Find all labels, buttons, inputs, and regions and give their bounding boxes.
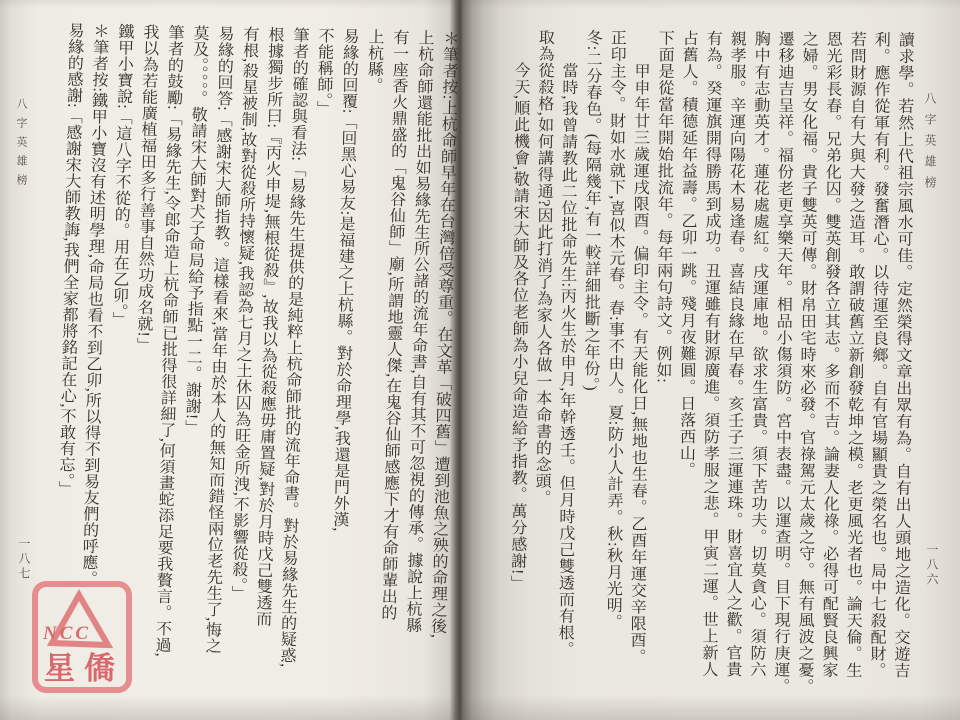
text-column: 今天,順此機會,敬請宋大師及各位老師為小兒命造給予指教。萬分感謝!」: [508, 28, 530, 592]
right-page-number: 一八六: [925, 543, 939, 588]
text-column: 有一座香火鼎盛的「鬼谷仙師」廟,所謂地靈人傑,在鬼谷仙師感應下才有命師輩出的: [378, 28, 409, 621]
stamp-name-text: 星僑: [44, 651, 124, 686]
text-column: 利。應作從軍有利。發奮潛心。以待運至良鄉。自有官場顯貴之榮名也。局中七殺配財。: [867, 31, 890, 679]
text-column: 當時,我曾請教此二位批命先生:丙火生於申月,年幹透壬。但月時戊己雙透而有根。: [555, 28, 578, 658]
text-column: 易緣的回覆:「回黑心易友:是福建之上杭縣。對於命理學,我還是門外漢,: [330, 27, 359, 532]
text-column: 根據獨步所曰:『丙火申堤,無根從殺』,故我以為從殺應毋庸置疑,對於月時戊己雙透而: [253, 26, 284, 627]
text-column: 取為從殺格,如何講得通?因此打消了為家人各做一本命書的念頭。: [533, 28, 554, 506]
text-column: 遷移迪吉呈祥。福份老更享樂天年。相品小傷須防。宮中表盡。以運查明。目下現行庚運。: [771, 30, 794, 695]
ncc-stamp: [32, 581, 132, 693]
text-column: 占舊人。積德延年益壽。乙卯一跳。殘月夜難圓。日落西山。: [677, 29, 698, 479]
text-column: 甲申年廿三歲運戌限酉。偏印主令。有天能化日,無地也生春。乙酉年運交辛限酉。: [627, 29, 650, 665]
stamp-ncc-text: NCC: [43, 623, 92, 644]
left-page-number: 一八七: [17, 537, 31, 582]
left-running-title: 八字英雄榜: [15, 98, 27, 193]
text-column: 正印主令。財如水就下,喜似木元春。春:事不由人。夏:防小人計弄。秋:秋月光明。: [604, 29, 626, 631]
text-column: 不能稱師。」: [314, 27, 334, 117]
text-column: 有為。癸運旗開得勝馬到成功。丑運雖有財源廣進。須防孝服之悲。甲寅二運。世上新人: [699, 29, 722, 678]
text-column: 讀求學。若然上代祖宗風水可佳。定然榮得文章出眾有為。自有出人頭地之造化。交遊吉: [891, 31, 914, 679]
text-column: 莫及。。。。。敬請宋大師對犬子命局給予指點一二。謝謝!」: [182, 24, 209, 436]
text-column: ＊筆者按:上杭命師早年在台灣倍受尊重。在文革「破四舊」遭到池魚之殃的命理之後,: [428, 29, 459, 639]
text-column: 上杭命師還能批出如易緣先生所公諸的流年命書,自有其不可忽視的傳承。據說上杭縣: [403, 29, 434, 634]
text-column: ＊筆者按:鐵甲小寶沒有述明學理,命局也看不到乙卯,所以得不到易友們的呼應。: [79, 22, 109, 587]
text-column: 之婦。男女化福。貴子雙英可傳。財帛田宅時來必發。官祿駕元太歲之守。無有風波之憂。: [795, 30, 818, 695]
text-column: 親孝服。辛運向陽花木易逢春。喜結良緣在早春。亥壬子三運連珠。財喜宜人之歡。官貴: [723, 30, 746, 678]
text-column: 易緣的感謝:「感謝宋大師教誨,我們全家都將銘記在心,不敢有忘。」: [56, 21, 84, 498]
text-column: 恩光彩長春。兄弟化囚。雙英創發各立其志。多而不吉。論妻人化祿。必得可配賢良興家: [819, 30, 842, 679]
text-column: 冬:二分春色。(每隔幾年,有一較詳細批斷之年份。): [581, 29, 602, 392]
text-column: 下面是從當年開始批流年。每年兩句詩文。例如:: [653, 29, 674, 384]
text-column: 鐵甲小寶說:「這八字不從的。用在乙卯。」: [109, 23, 134, 328]
text-column: 我以為若能廣植福田多行善事自然功成名就!」: [134, 23, 159, 354]
text-column: 若問財源自有大與大發之造耳。敢謂破舊立新創發乾坤之模。老更風光者也。論天倫。生: [843, 30, 866, 679]
text-column: 筆者的鼓勵:「易緣先生,令郎命造上杭命師已批得很詳細了,何須畫蛇添足要我贅言。不過,: [152, 24, 184, 658]
text-column: 有根,殺星被制,故對從殺所持懷疑,我認為七月之土休囚為旺金所洩,不影響從殺。」: [229, 25, 259, 602]
text-column: 胸中有志動英才。蓮花處處紅。戌運庫地。欲求生富貴。須下苦功夫。切莫貪心。須防六: [747, 30, 770, 678]
text-column: 上杭縣。: [364, 28, 384, 94]
right-page-text: [504, 29, 917, 700]
right-running-title: 八字英雄榜: [923, 92, 937, 197]
text-column: 筆者的確認與看法:「易緣先生提供的是純粹上杭命師批的流年命書。對於易緣先生的疑惑,: [277, 26, 309, 668]
text-column: 易緣的回答:「感謝宋大師指教。這樣看來,當年由於本人的無知而錯怪兩位老先生了,悔之: [203, 25, 234, 654]
